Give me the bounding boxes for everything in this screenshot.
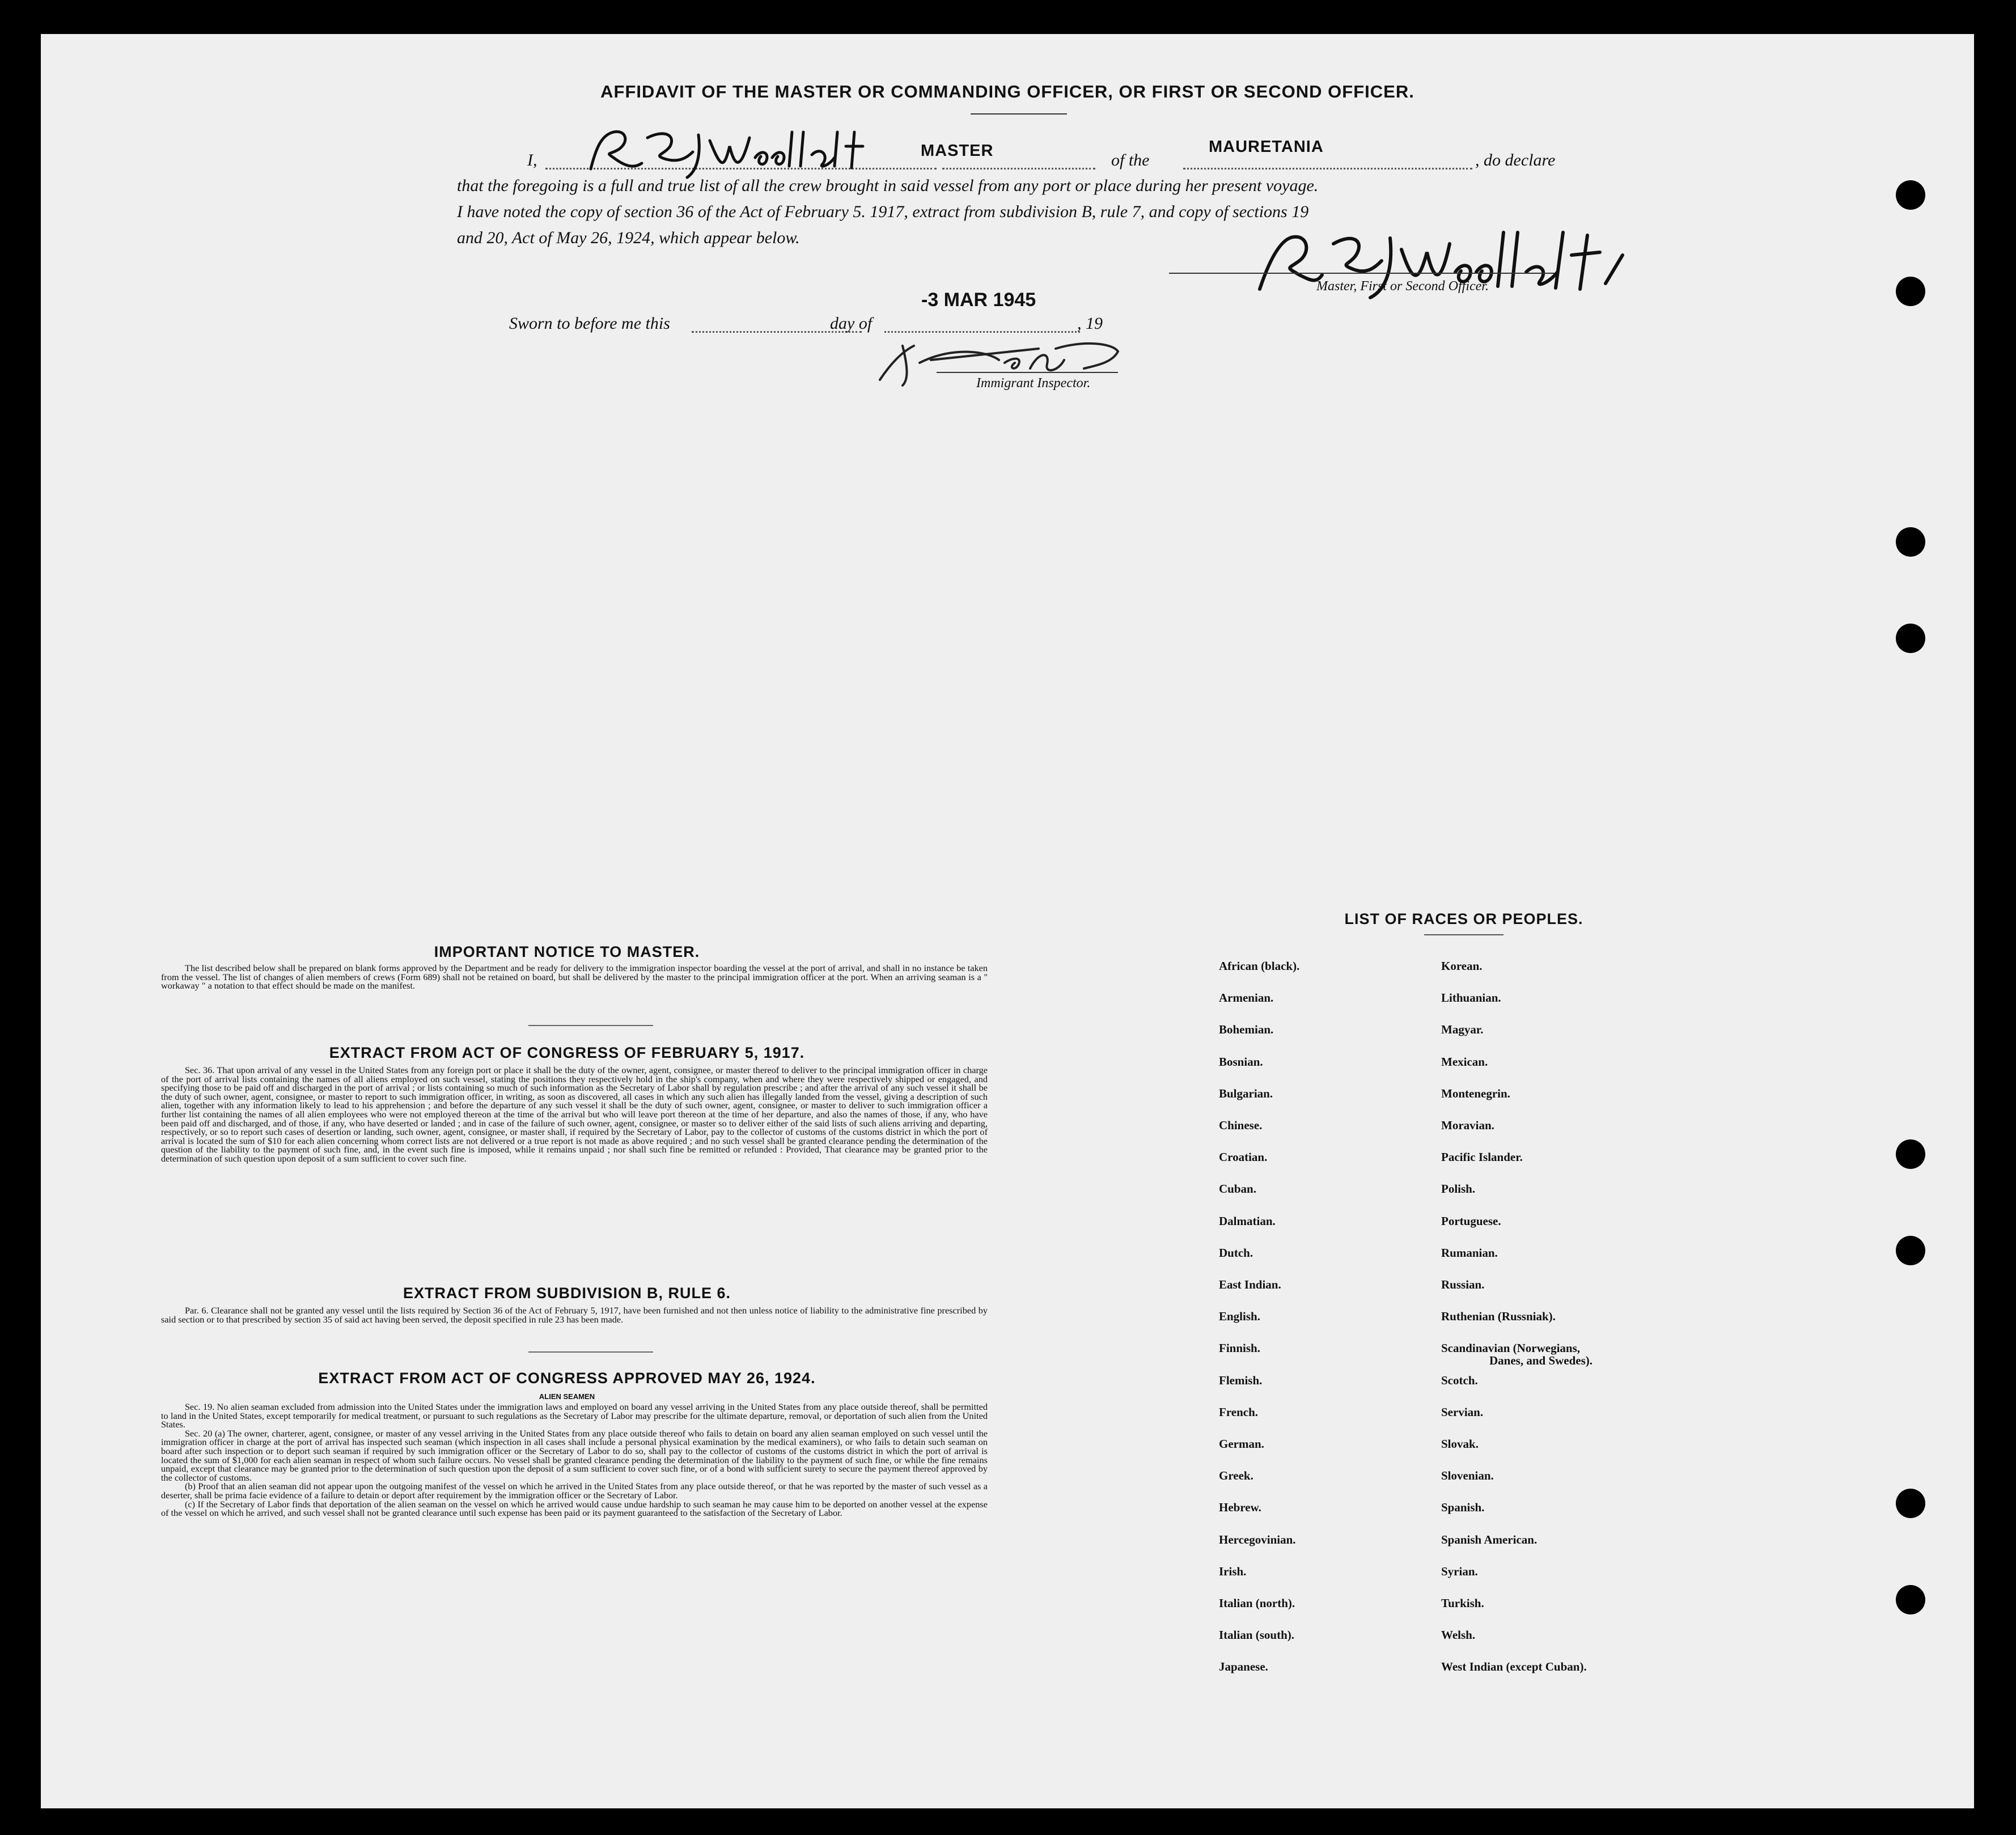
race-item: Croatian.	[1219, 1150, 1268, 1164]
affidavit-line-4: and 20, Act of May 26, 1924, which appear below.	[457, 228, 800, 247]
date-stamp: -3 MAR 1945	[921, 289, 1036, 311]
race-item: Polish.	[1441, 1182, 1476, 1196]
rank-value: MASTER	[921, 142, 994, 160]
race-item: Ruthenian (Russniak).	[1441, 1309, 1556, 1323]
race-item: Slovak.	[1441, 1437, 1479, 1451]
race-item: Magyar.	[1441, 1023, 1484, 1036]
inspector-signature-line	[937, 372, 1118, 373]
race-item: Dutch.	[1219, 1246, 1253, 1260]
race-item: Italian (north).	[1219, 1596, 1295, 1610]
race-item: Japanese.	[1219, 1660, 1268, 1673]
alien-seamen-subtitle: ALIEN SEAMEN	[539, 1392, 595, 1401]
inspector-caption: Immigrant Inspector.	[976, 376, 1091, 391]
race-item: West Indian (except Cuban).	[1441, 1660, 1587, 1673]
extract-1917-text: Sec. 36. That upon arrival of any vessel in the United States from any foreign port or place it shall be the duty of the owner, agent, consignee, or master thereof to deliver to the principal immigration officer in charge of the port of arrival lists containing the names of all aliens employed on such vessel, stating the positions they respectively hold in the ship's company, when and where they were respectively shipped or engaged, and specifying those to be paid off and discharged in the port of arrival ; or lists containing so much of such information as the Secretary of Labor shall by regulation prescribe ; and after the arrival of any such vessel it shall be the duty of such owner, agent, consignee, or master to report to such immigration officer, in writing, as soon as discovered, all cases in which any such alien has illegally landed from the vessel, giving a description of such alien, together with any information likely to lead to his apprehension ; and before the departure of any such vessel it shall be the duty of such owner, agent, consignee, or master to deliver to such immigration officer a further list containing the names of all alien employees who were not employed thereon at the time of the arrival but who will leave port thereon at the time of her departure, and also the names of those, if any, who have been paid off and discharged, and of those, if any, who have deserted or landed ; and in case of the failure of such owner, agent, consignee, or master so to deliver either of the said lists of such aliens arriving and departing, respectively, or so to report such cases of desertion or landing, such owner, agent, consignee, or master shall, if required by the Secretary of Labor, pay to the collector of customs of the customs district in which the port of arrival is located the sum of $10 for each alien concerning whom correct lists are not delivered or a true report is not made as above required ; and no such vessel shall be granted clearance pending the determination of the question of the liability to the payment of such fine, and, in the event such fine is imposed, while it remains unpaid ; nor shall such fine be remitted or refunded : Provided, That clearance may be granted prior to the determination of such question upon deposit of a sum sufficient to cover such fine.	[161, 1065, 988, 1164]
race-item: Italian (south).	[1219, 1628, 1295, 1642]
section-19-paragraph: Sec. 19. No alien seaman excluded from admission into the United States under the immigration laws and employed on board any vessel arriving in the United States from any place outside thereof, shall be permitted to land in the United States, except temporarily for medical treatment, or pursuant to such regulations as the Secretary of Labor may prescribe for the ultimate departure, removal, or deportation of such alien from the United States.	[161, 1401, 988, 1430]
extract-1917-title: EXTRACT FROM ACT OF CONGRESS OF FEBRUARY 5, 1917.	[329, 1044, 805, 1061]
sworn-label: Sworn to before me this	[509, 314, 670, 333]
races-title: LIST OF RACES OR PEOPLES.	[1344, 910, 1583, 927]
notice-text: The list described below shall be prepared on blank forms approved by the Department and be ready for delivery to the immigration inspector boarding the vessel at the port of arrival, and shall in no instance be taken from the vessel. The list of changes of alien members of crews (Form 689) shall not be retained on board, but shall be delivered by the master to the principal immigration officer at the port. When an arriving seaman is a " workaway " a notation to that effect should be made on the manifest.	[161, 963, 988, 991]
affidavit-line-3: I have noted the copy of section 36 of the Act of February 5. 1917, extract from subdivision B, rule 7, and copy of sections 19	[457, 202, 1309, 221]
race-item: East Indian.	[1219, 1278, 1281, 1291]
race-item: Scotch.	[1441, 1374, 1478, 1387]
punch-hole	[1896, 1489, 1925, 1518]
section-20a-paragraph: Sec. 20 (a) The owner, charterer, agent, consignee, or master of any vessel arriving in the United States from any place outside thereof who fails to detain on board any alien seaman employed on such vessel until the immigration officer in charge at the port of arrival has inspected such seaman (which inspection in all cases shall include a personal physical examination by the medical examiners), or who fails to detain such seaman on board after such inspection or to deport such seaman if required by such immigration officer or the Secretary of Labor to do so, shall pay to the collector of customs of the customs district in which the port of arrival is located the sum of $1,000 for each alien seaman in respect of whom such failure occurs. No vessel shall be granted clearance pending the determination of the liability to the payment of such fine, or while the fine remains unpaid, except that clearance may be granted prior to the determination of such question upon the deposit of a sum sufficient to cover such fine, or of a bond with sufficient surety to secure the payment thereof approved by the collector of customs.	[161, 1427, 988, 1483]
race-item: Moravian.	[1441, 1118, 1494, 1132]
divider	[528, 1025, 653, 1026]
race-item: Finnish.	[1219, 1341, 1260, 1355]
race-item: Spanish.	[1441, 1501, 1485, 1514]
race-item: Dalmatian.	[1219, 1214, 1276, 1228]
year-prefix: , 19	[1077, 314, 1103, 333]
affidavit-title: AFFIDAVIT OF THE MASTER OR COMMANDING OFFICER, OR FIRST OR SECOND OFFICER.	[600, 82, 1414, 101]
race-item: Portuguese.	[1441, 1214, 1501, 1228]
race-item: Irish.	[1219, 1565, 1247, 1578]
race-item: Lithuanian.	[1441, 991, 1501, 1005]
punch-hole	[1896, 527, 1925, 557]
subdivision-title: EXTRACT FROM SUBDIVISION B, RULE 6.	[403, 1285, 731, 1302]
race-item: Montenegrin.	[1441, 1087, 1510, 1100]
race-item: Hebrew.	[1219, 1501, 1261, 1514]
affidavit-i: I,	[527, 151, 537, 169]
title-divider	[971, 113, 1067, 115]
race-item: Greek.	[1219, 1469, 1253, 1482]
race-item: French.	[1219, 1405, 1259, 1419]
race-item: Bosnian.	[1219, 1055, 1263, 1069]
races-divider	[1424, 934, 1503, 935]
race-item: Armenian.	[1219, 991, 1274, 1005]
affidavit-line-2: that the foregoing is a full and true list of all the crew brought in said vessel from any port or place during her present voyage.	[457, 176, 1319, 195]
subdivision-text: Par. 6. Clearance shall not be granted any vessel until the lists required by Section 36 of the Act of February 5, 1917, have been furnished and not then unless notice of liability to the administrative fine prescribed by said section or to that prescribed by section 35 of said act having been served, the deposit specified in rule 23 has been made.	[161, 1305, 988, 1325]
race-item: Mexican.	[1441, 1055, 1488, 1069]
punch-hole	[1896, 277, 1925, 306]
punch-hole	[1896, 180, 1925, 210]
race-item: Bulgarian.	[1219, 1087, 1273, 1100]
day-of-label: day of	[830, 314, 873, 333]
race-item: German.	[1219, 1437, 1264, 1451]
divider	[528, 1351, 653, 1353]
race-item: Spanish American.	[1441, 1533, 1538, 1546]
section-20b-paragraph: (b) Proof that an alien seaman did not appear upon the outgoing manifest of the vessel on which he arrived in the United States from any place outside thereof, or that he was reported by the master of such vessel as a deserter, shall be prima facie evidence of a failure to detain or deport after requirement by the immigration officer or the Secretary of Labor.	[161, 1481, 988, 1501]
race-item: Bohemian.	[1219, 1023, 1274, 1036]
punch-hole	[1896, 1585, 1925, 1614]
race-item: Russian.	[1441, 1278, 1485, 1291]
race-item: Flemish.	[1219, 1374, 1263, 1387]
race-item-continuation: Danes, and Swedes).	[1489, 1354, 1593, 1367]
affidavit-of-the: of the	[1111, 151, 1150, 169]
race-item: Hercegovinian.	[1219, 1533, 1296, 1546]
extract-1924-title: EXTRACT FROM ACT OF CONGRESS APPROVED MAY 26, 1924.	[318, 1370, 816, 1387]
punch-hole	[1896, 624, 1925, 653]
master-signature-line	[1169, 273, 1555, 274]
race-item: Syrian.	[1441, 1565, 1478, 1578]
race-item: Turkish.	[1441, 1596, 1484, 1610]
rank-dotted-line	[942, 168, 1095, 169]
master-name-handwriting	[579, 124, 874, 180]
notice-title: IMPORTANT NOTICE TO MASTER.	[434, 943, 700, 960]
document-page	[41, 34, 1974, 1808]
race-item: Chinese.	[1219, 1118, 1263, 1132]
race-item: Pacific Islander.	[1441, 1150, 1523, 1164]
race-item: Rumanian.	[1441, 1246, 1498, 1260]
punch-hole	[1896, 1139, 1925, 1169]
affidavit-do-declare: , do declare	[1475, 151, 1556, 169]
race-item: Servian.	[1441, 1405, 1484, 1419]
race-item: Scandinavian (Norwegians,	[1441, 1341, 1581, 1355]
race-item: African (black).	[1219, 959, 1300, 973]
section-20c-paragraph: (c) If the Secretary of Labor finds that deportation of the alien seaman on the vessel on which he arrived would cause undue hardship to such seaman he may cause him to be deported on another vessel at the expense of the vessel on which he arrived, and such vessel shall not be granted clearance until such expense has been paid or its payment guaranteed to the satisfaction of the Secretary of Labor.	[161, 1498, 988, 1519]
signature-caption: Master, First or Second Officer.	[1316, 279, 1489, 294]
race-item: Welsh.	[1441, 1628, 1476, 1642]
vessel-value: MAURETANIA	[1209, 138, 1324, 156]
race-item: Slovenian.	[1441, 1469, 1494, 1482]
vessel-dotted-line	[1183, 168, 1472, 169]
race-item: Cuban.	[1219, 1182, 1256, 1196]
race-item: Korean.	[1441, 959, 1483, 973]
race-item: English.	[1219, 1309, 1260, 1323]
extract-1924-text	[161, 1402, 988, 1518]
punch-hole	[1896, 1236, 1925, 1265]
